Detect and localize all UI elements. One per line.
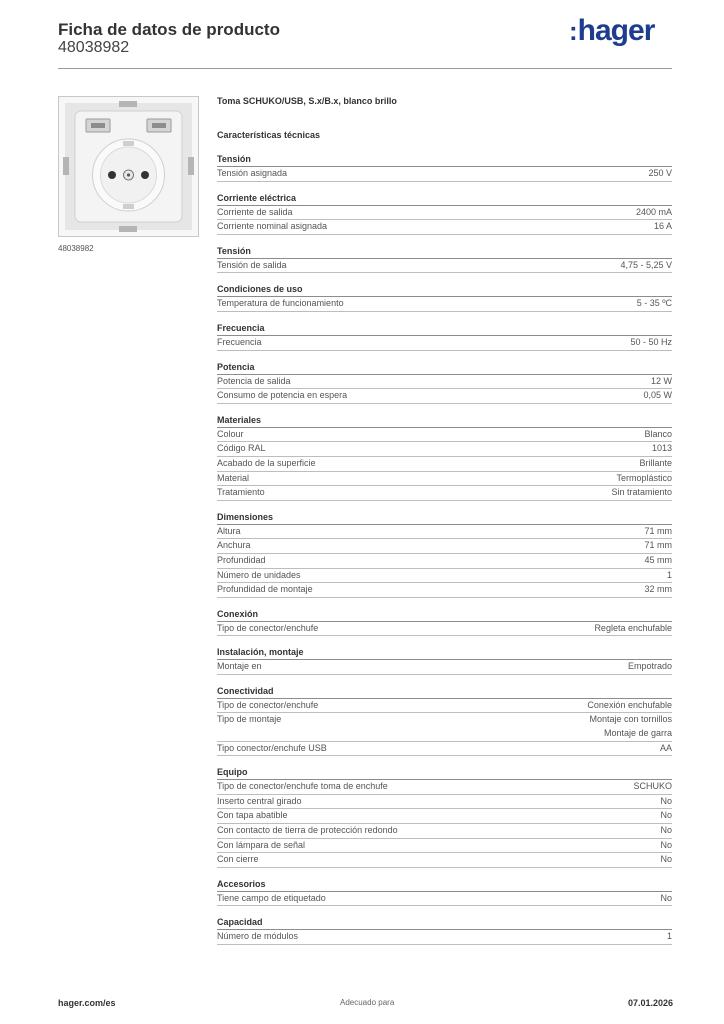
section-title: Conexión bbox=[217, 608, 672, 622]
header-divider bbox=[58, 68, 672, 69]
logo-text: hager bbox=[577, 14, 655, 47]
spec-row bbox=[217, 853, 672, 868]
spec-row bbox=[217, 795, 672, 810]
spec-label: Profundidad de montaje bbox=[217, 584, 313, 595]
spec-value: 1013 bbox=[651, 443, 672, 454]
spec-value: AA bbox=[659, 742, 672, 753]
spec-row bbox=[217, 809, 672, 824]
spec-section bbox=[217, 766, 672, 868]
spec-row bbox=[217, 839, 672, 854]
spec-section bbox=[217, 685, 672, 756]
spec-row bbox=[217, 167, 672, 182]
spec-label: Corriente nominal asignada bbox=[217, 221, 328, 232]
spec-value: 2400 mA bbox=[635, 206, 672, 217]
spec-value: Conexión enchufable bbox=[587, 699, 672, 710]
spec-row bbox=[217, 336, 672, 351]
spec-row bbox=[217, 297, 672, 312]
spec-label: Con lámpara de señal bbox=[217, 839, 306, 850]
spec-section bbox=[217, 245, 672, 274]
spec-label: Anchura bbox=[217, 540, 251, 551]
spec-label: Consumo de potencia en espera bbox=[217, 390, 348, 401]
section-title: Frecuencia bbox=[217, 322, 672, 336]
section-title: Conectividad bbox=[217, 685, 672, 699]
section-title: Potencia bbox=[217, 361, 672, 375]
spec-label: Tipo de conector/enchufe toma de enchufe bbox=[217, 781, 388, 792]
spec-section bbox=[217, 192, 672, 235]
spec-value: No bbox=[660, 839, 672, 850]
spec-section bbox=[217, 608, 672, 637]
spec-row bbox=[217, 539, 672, 554]
footer-date: 07.01.2026 bbox=[628, 998, 674, 1008]
spec-value: 12 W bbox=[650, 375, 672, 386]
spec-label: Con cierre bbox=[217, 854, 259, 865]
spec-value: 32 mm bbox=[644, 584, 672, 595]
spec-value: 4,75 - 5,25 V bbox=[620, 259, 672, 270]
spec-label: Temperatura de funcionamiento bbox=[217, 298, 344, 309]
spec-value: 71 mm bbox=[644, 540, 672, 551]
spec-label: Inserto central girado bbox=[217, 795, 302, 806]
section-title: Dimensiones bbox=[217, 511, 672, 525]
section-title: Materiales bbox=[217, 414, 672, 428]
spec-table bbox=[217, 153, 672, 955]
spec-row bbox=[217, 259, 672, 274]
spec-label: Profundidad bbox=[217, 554, 266, 565]
spec-value: Empotrado bbox=[627, 661, 672, 672]
spec-row bbox=[217, 554, 672, 569]
spec-row bbox=[217, 660, 672, 675]
spec-value: No bbox=[660, 854, 672, 865]
spec-row bbox=[217, 472, 672, 487]
spec-value: 1 bbox=[666, 569, 672, 580]
image-caption: 48038982 bbox=[58, 244, 94, 253]
spec-label: Colour bbox=[217, 428, 244, 439]
spec-section bbox=[217, 322, 672, 351]
spec-row bbox=[217, 525, 672, 540]
spec-value: Regleta enchufable bbox=[594, 622, 672, 633]
spec-value: Termoplástico bbox=[616, 472, 672, 483]
spec-label: Material bbox=[217, 472, 250, 483]
spec-section bbox=[217, 153, 672, 182]
spec-row bbox=[217, 824, 672, 839]
spec-section bbox=[217, 361, 672, 404]
spec-label: Tratamiento bbox=[217, 487, 265, 498]
spec-value: Sin tratamiento bbox=[611, 487, 672, 498]
spec-row bbox=[217, 389, 672, 404]
spec-label: Tipo de conector/enchufe bbox=[217, 699, 319, 710]
spec-value: 1 bbox=[666, 931, 672, 942]
section-title: Condiciones de uso bbox=[217, 283, 672, 297]
spec-label: Tensión de salida bbox=[217, 259, 287, 270]
spec-label: Con contacto de tierra de protección redondo bbox=[217, 825, 398, 836]
spec-label: Con tapa abatible bbox=[217, 810, 288, 821]
spec-label: Frecuencia bbox=[217, 336, 262, 347]
spec-section bbox=[217, 511, 672, 598]
spec-section bbox=[217, 878, 672, 907]
spec-section bbox=[217, 646, 672, 675]
spec-value: 5 - 35 ºC bbox=[636, 298, 672, 309]
spec-value: Brillante bbox=[639, 457, 672, 468]
product-code: 48038982 bbox=[58, 39, 130, 56]
footer-suitable-for: Adecuado para bbox=[340, 998, 395, 1007]
spec-row bbox=[217, 930, 672, 945]
spec-value: 0,05 W bbox=[643, 390, 672, 401]
socket-illustration bbox=[59, 97, 198, 236]
spec-value: No bbox=[660, 810, 672, 821]
spec-row bbox=[217, 622, 672, 637]
spec-section bbox=[217, 916, 672, 945]
spec-label: Montaje en bbox=[217, 661, 262, 672]
spec-label: Número de unidades bbox=[217, 569, 301, 580]
section-title: Accesorios bbox=[217, 878, 672, 892]
section-title: Capacidad bbox=[217, 916, 672, 930]
spec-value: No bbox=[660, 795, 672, 806]
spec-value: 250 V bbox=[648, 168, 672, 178]
spec-section bbox=[217, 283, 672, 312]
spec-row bbox=[217, 457, 672, 472]
spec-value: 50 - 50 Hz bbox=[630, 336, 672, 347]
spec-value: Montaje con tornillos Montaje de garra bbox=[589, 714, 672, 739]
spec-row bbox=[217, 892, 672, 907]
section-title: Tensión bbox=[217, 153, 672, 167]
section-title: Instalación, montaje bbox=[217, 646, 672, 660]
spec-label: Tiene campo de etiquetado bbox=[217, 892, 326, 903]
spec-label: Acabado de la superficie bbox=[217, 457, 316, 468]
spec-label: Corriente de salida bbox=[217, 206, 293, 217]
spec-row bbox=[217, 780, 672, 795]
spec-row bbox=[217, 569, 672, 584]
spec-row bbox=[217, 699, 672, 714]
spec-row bbox=[217, 583, 672, 598]
spec-row bbox=[217, 428, 672, 443]
spec-value: SCHUKO bbox=[633, 781, 672, 792]
spec-value: Blanco bbox=[644, 428, 672, 439]
spec-label: Potencia de salida bbox=[217, 375, 291, 386]
spec-row bbox=[217, 442, 672, 457]
product-title: Toma SCHUKO/USB, S.x/B.x, blanco brillo bbox=[217, 96, 397, 106]
spec-label: Tipo conector/enchufe USB bbox=[217, 742, 327, 753]
product-image bbox=[58, 96, 199, 237]
spec-row bbox=[217, 206, 672, 221]
spec-label: Tipo de montaje bbox=[217, 714, 282, 725]
spec-row bbox=[217, 486, 672, 501]
hager-logo: :hager bbox=[569, 14, 655, 47]
spec-label: Código RAL bbox=[217, 443, 266, 454]
section-title: Tensión bbox=[217, 245, 672, 259]
spec-label: Tipo de conector/enchufe bbox=[217, 622, 319, 633]
spec-row bbox=[217, 713, 672, 741]
spec-row bbox=[217, 742, 672, 757]
spec-value: No bbox=[660, 825, 672, 836]
spec-label: Altura bbox=[217, 525, 241, 536]
footer-site: hager.com/es bbox=[58, 998, 116, 1008]
section-title: Corriente eléctrica bbox=[217, 192, 672, 206]
page-title: Ficha de datos de producto bbox=[58, 20, 280, 39]
spec-value: 45 mm bbox=[644, 554, 672, 565]
spec-value: No bbox=[660, 892, 672, 903]
spec-label: Tensión asignada bbox=[217, 168, 288, 178]
spec-section bbox=[217, 414, 672, 501]
spec-value: 71 mm bbox=[644, 525, 672, 536]
spec-value: 16 A bbox=[653, 221, 672, 232]
spec-row bbox=[217, 220, 672, 235]
spec-row bbox=[217, 375, 672, 390]
spec-label: Número de módulos bbox=[217, 931, 299, 942]
tech-characteristics-heading: Características técnicas bbox=[217, 130, 321, 140]
section-title: Equipo bbox=[217, 766, 672, 780]
